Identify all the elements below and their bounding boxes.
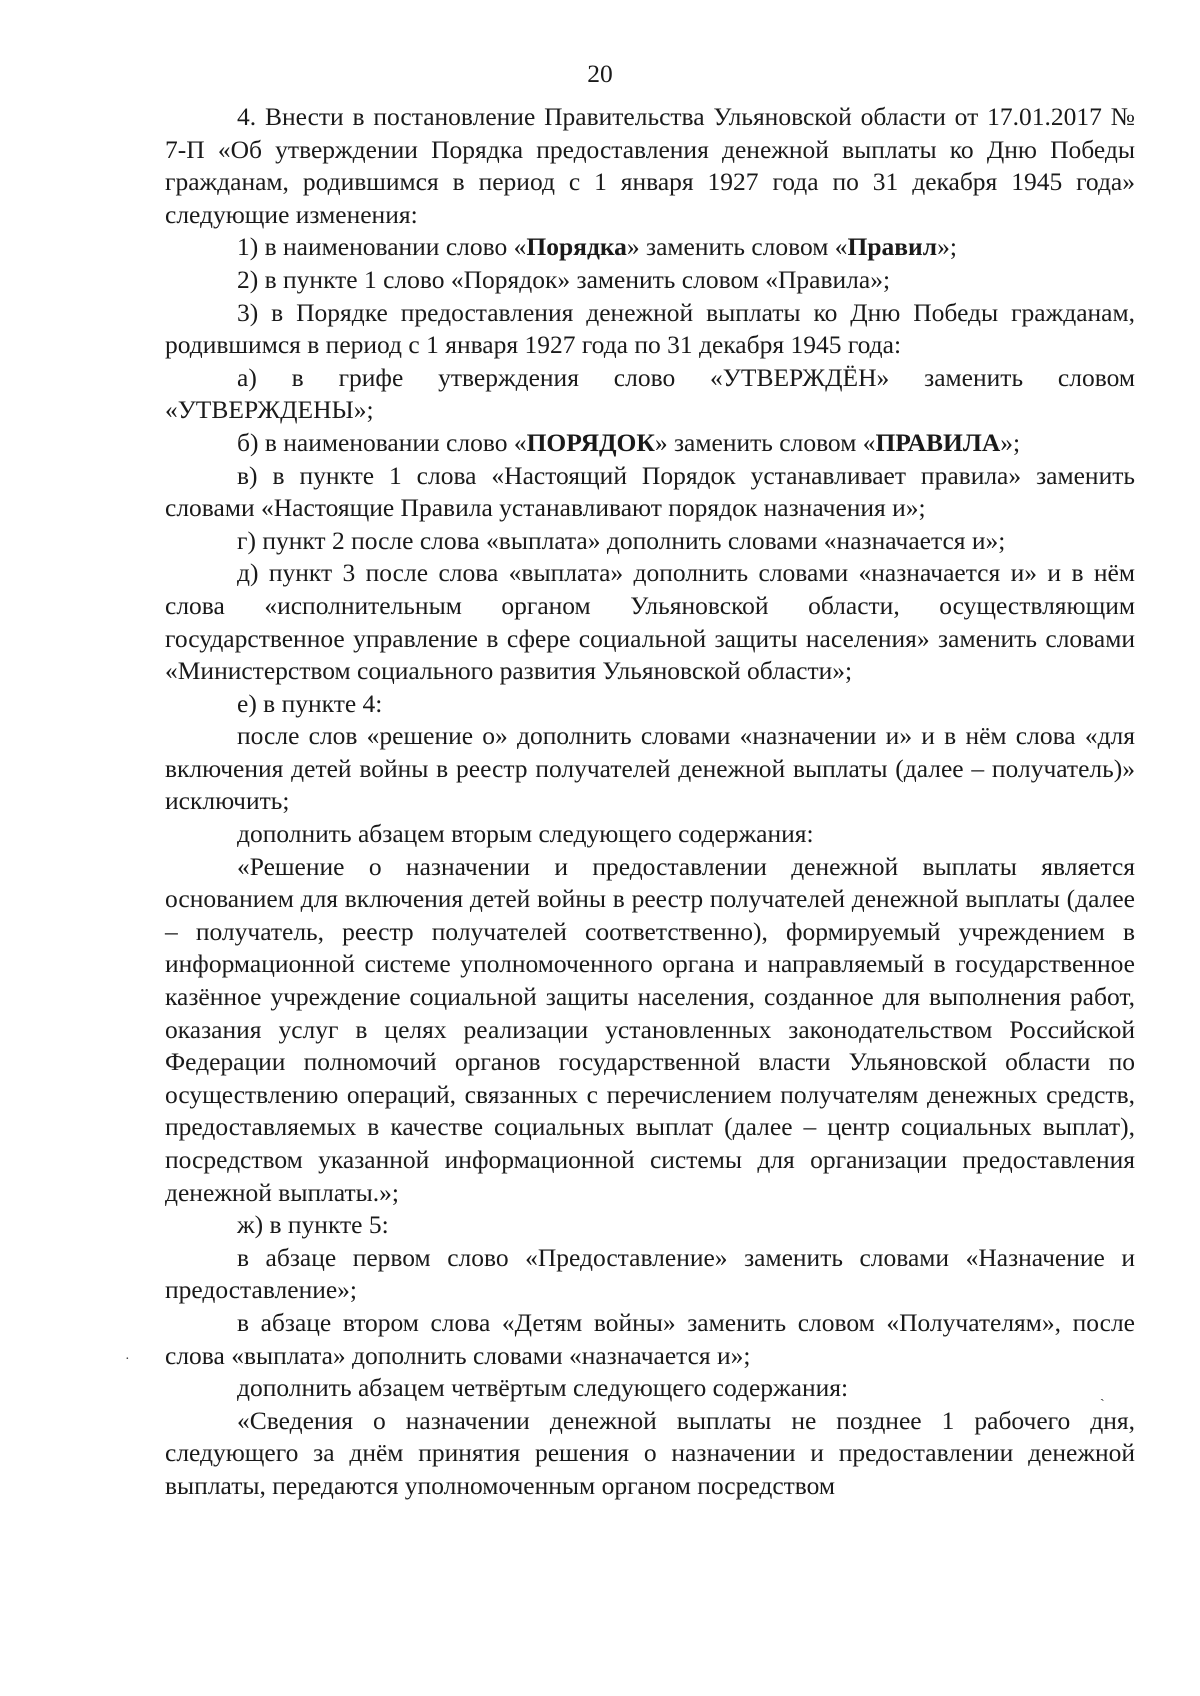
paragraph-quote: «Решение о назначении и предоставлении денежной выплаты является основанием для включения детей войны в реестр получателей денежной выплаты (далее – получатель, реестр получателей соответственно), формируемый учреждением в информационной системе уполномоченного органа и направляемый в государственное казённое учреждение социальной защиты населения, созданное для выполнения работ, оказания услуг в целях реализации установленных законодательством Российской Федерации полномочий органов государственной власти Ульяновской области по осуществлению операций, связанных с перечислением получателям денежных средств, предоставляемых в качестве социальных выплат (далее – центр социальных выплат), посредством указанной информационной системы для организации предоставления денежной выплаты.»;	[165, 851, 1135, 1207]
bold-word: ПРАВИЛА	[875, 427, 1001, 457]
text-segment: 1) в наименовании слово «	[237, 232, 527, 262]
paragraph-letter-e: е) в пункте 4:	[237, 688, 383, 718]
paragraph-text: дополнить абзацем четвёртым следующего содержания:	[237, 1373, 849, 1403]
text-segment: » заменить словом «	[626, 232, 848, 262]
bold-word: Правил	[847, 232, 938, 262]
margin-tick-mark: ˎ	[1100, 1387, 1105, 1402]
paragraph-text: в абзаце первом слово «Предоставление» заменить словами «Назначение и предоставление»;	[165, 1242, 1135, 1305]
paragraph-letter-zh: ж) в пункте 5:	[237, 1210, 389, 1240]
text-segment: »;	[1000, 427, 1021, 457]
paragraph-letter-a: а) в грифе утверждения слово «УТВЕРЖДЁН» заменить словом «УТВЕРЖДЕНЫ»;	[165, 362, 1135, 425]
paragraph-text: после слов «решение о» дополнить словами «назначении и» и в нём слова «для включения детей войны в реестр получателей денежной выплаты (далее – получатель)» исключить;	[165, 721, 1135, 816]
paragraph-subitem-3: 3) в Порядке предоставления денежной выплаты ко Дню Победы гражданам, родившимся в период с 1 января 1927 года по 31 декабря 1945 года:	[165, 297, 1135, 360]
document-body	[165, 101, 1135, 1503]
paragraph-letter-b	[165, 427, 1135, 460]
paragraph-subitem-2: 2) в пункте 1 слово «Порядок» заменить словом «Правила»;	[237, 264, 891, 294]
paragraph-item-4: 4. Внести в постановление Правительства Ульяновской области от 17.01.2017 № 7-П «Об утверждении Порядка предоставления денежной выплаты ко Дню Победы гражданам, родившимся в период с 1 января 1927 года по 31 декабря 1945 года» следующие изменения:	[165, 102, 1135, 229]
text-segment: » заменить словом «	[654, 427, 876, 457]
bold-word: ПОРЯДОК	[526, 427, 655, 457]
page-number: 20	[587, 59, 613, 88]
paragraph-letter-g: г) пункт 2 после слова «выплата» дополнить словами «назначается и»;	[237, 525, 1006, 555]
paragraph-subitem-1	[165, 231, 1135, 264]
margin-dot-mark: ·	[125, 1352, 130, 1367]
paragraph-text: дополнить абзацем вторым следующего содержания:	[237, 819, 814, 849]
paragraph-quote: «Сведения о назначении денежной выплаты не позднее 1 рабочего дня, следующего за днём принятия решения о назначении и предоставлении денежной выплаты, передаются уполномоченным органом посредством	[165, 1405, 1135, 1500]
paragraph-letter-v: в) в пункте 1 слова «Настоящий Порядок устанавливает правила» заменить словами «Настоящие Правила устанавливают порядок назначения и»;	[165, 460, 1135, 523]
text-segment: »;	[937, 232, 957, 262]
paragraph-letter-d: д) пункт 3 после слова «выплата» дополнить словами «назначается и» и в нём слова «исполнительным органом Ульяновской области, осуществляющим государственное управление в сфере социальной защиты населения» заменить словами «Министерством социального развития Ульяновской области»;	[165, 558, 1135, 686]
text-segment: б) в наименовании слово «	[237, 427, 527, 457]
paragraph-text: в абзаце втором слова «Детям войны» заменить словом «Получателям», после слова «выплата» дополнить словами «назначается и»;	[165, 1307, 1135, 1370]
bold-word: Порядка	[526, 232, 627, 262]
